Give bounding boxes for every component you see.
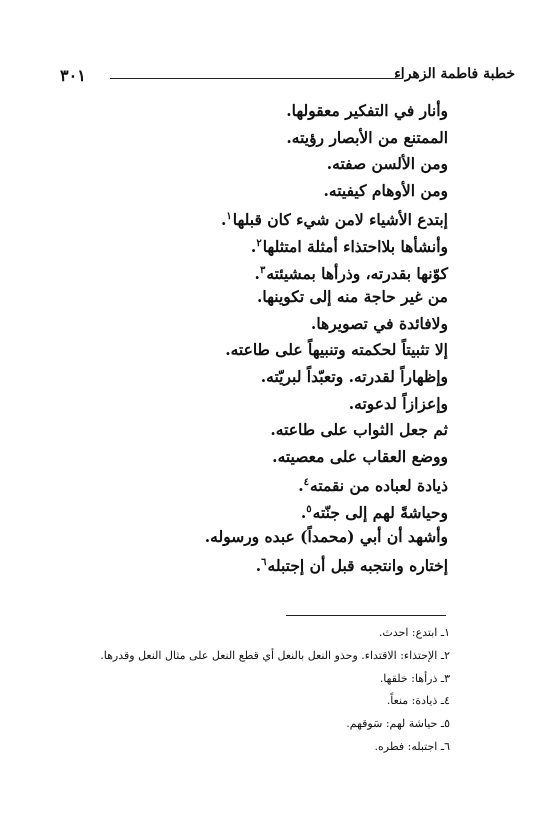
text-line: إختاره وانتجبه قبل أن إجتبله$^٦$.: [255, 556, 448, 576]
text-line: إلا تثبيتاً لحكمته وتنبيهاً على طاعته.: [225, 340, 448, 360]
text-line: ومن الألسن صفته.: [326, 154, 448, 174]
footnote-separator: [286, 615, 446, 616]
text-line: ذيادة لعباده من نقمته$^٤$.: [298, 476, 448, 496]
footnote-marker: ٥: [306, 503, 312, 515]
text-line: وأشهد أن أبي (محمداً) عبده ورسوله.: [204, 526, 448, 546]
text-line: وحياشةً لهم إلى جنّته$^٥$.: [300, 502, 448, 522]
page-number: ٣٠١: [60, 66, 86, 85]
footnote: ٥ـ حياشة لهم: سَوقهم.: [346, 717, 450, 731]
header-rule: [110, 78, 403, 79]
text-line: ثم جعل الثواب على طاعته.: [270, 420, 448, 440]
footnote-marker: ٢: [256, 237, 262, 249]
footnote: ٤ـ ذيادة: منعاً.: [386, 694, 450, 708]
text-line: إبتدع الأشياء لامن شيء كان قبلها$^١$.: [221, 210, 448, 230]
footnote: ٦ـ اجتبله: فطره.: [374, 739, 450, 753]
footnote-marker: ٦: [261, 557, 267, 569]
text-line: الممتنع من الأبصار رؤيته.: [286, 127, 448, 147]
footnote: ٣ـ ذرأها: خلقها.: [379, 671, 450, 685]
text-line: كوّنها بقدرته، وذرأها بمشيئته$^٣$.: [254, 263, 448, 283]
text-line: ولافائدة في تصويرها.: [310, 313, 448, 333]
text-line: وأنار في التفكير معقولها.: [286, 101, 448, 120]
text-line: وإظهاراً لقدرته. وتعبّداً لبريّته.: [260, 366, 448, 386]
text-line: وأنشأها بلااحتذاء أمثلة امتثلها$^٢$.: [250, 236, 448, 256]
footnote-marker: ٤: [303, 477, 310, 489]
footnote-marker: ٣: [259, 264, 266, 276]
footnote: ٢ـ الإحتذاء: الاقتداء. وحذو النعل بالنعل أي قطع النعل على مثال النعل وقدرها.: [100, 648, 450, 662]
chapter-title: خطبة فاطمة الزهراء: [394, 66, 515, 82]
text-line: ووضع العقاب على معصيته.: [272, 446, 448, 466]
running-header: [60, 66, 515, 90]
footnote-marker: ١: [226, 211, 232, 223]
footnotes: [30, 622, 450, 759]
sermon-text: [118, 98, 448, 577]
footnote: ١ـ ابتدع: احدث.: [378, 626, 450, 639]
text-line: من غير حاجة منه إلى تكوينها.: [257, 287, 448, 307]
text-line: ومن الأوهام كيفيته.: [323, 180, 448, 200]
text-line: وإعزازاً لدعوته.: [348, 393, 448, 413]
